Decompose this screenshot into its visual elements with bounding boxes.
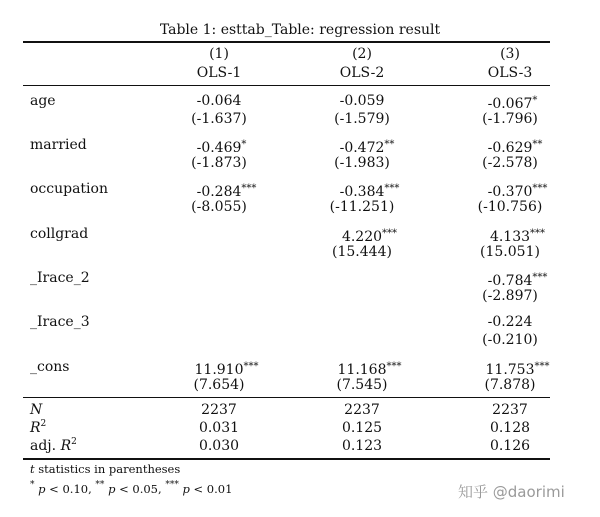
- row-label: _Irace_2: [30, 270, 90, 286]
- stat-label-n: N: [30, 402, 43, 418]
- top-rule: [23, 41, 550, 43]
- coefficient: [440, 313, 580, 331]
- header-rule: [23, 85, 550, 86]
- row-label: _Irace_3: [30, 314, 90, 330]
- bottom-rule: [23, 458, 550, 460]
- significance-stars: **: [384, 139, 395, 150]
- coefficient-value: -0.059: [339, 93, 385, 109]
- column-number: (1): [209, 46, 229, 62]
- coefficient-value: -0.384: [339, 184, 385, 200]
- significance-stars: ***: [243, 361, 259, 372]
- t-statistic: (7.654): [193, 377, 245, 393]
- model-name: OLS-3: [487, 65, 533, 81]
- significance-stars: *: [532, 95, 538, 106]
- significance-stars: ***: [384, 183, 400, 194]
- significance-stars: ***: [386, 361, 402, 372]
- significance-stars: ***: [382, 228, 398, 239]
- stat-value: 0.126: [489, 438, 531, 454]
- coefficient-value: -0.284: [196, 184, 242, 200]
- t-statistic: (-2.897): [482, 288, 538, 304]
- t-statistic: (7.878): [484, 377, 536, 393]
- stat-value: 2237: [344, 402, 380, 418]
- stat-value: 0.031: [198, 420, 240, 436]
- t-statistic: (-10.756): [477, 199, 543, 215]
- coefficient-value: -0.784: [487, 273, 533, 289]
- significance-stars: ***: [532, 272, 548, 283]
- coefficient-value: -0.224: [487, 314, 533, 330]
- significance-stars: ***: [530, 228, 546, 239]
- row-label: _cons: [30, 359, 70, 375]
- significance-stars: **: [532, 139, 543, 150]
- t-statistic: (7.545): [336, 377, 388, 393]
- stat-value: 0.128: [489, 420, 531, 436]
- coefficient-value: -0.067: [487, 96, 533, 112]
- t-statistic: (-1.873): [191, 155, 247, 171]
- t-statistic: (-0.210): [482, 332, 538, 348]
- significance-stars: *: [241, 139, 247, 150]
- model-name: OLS-1: [196, 65, 242, 81]
- t-statistic: (-1.796): [482, 111, 538, 127]
- column-number: (2): [352, 46, 372, 62]
- coefficient: [292, 92, 432, 110]
- coefficient-value: -0.064: [196, 93, 242, 109]
- stat-value: 0.125: [341, 420, 383, 436]
- stat-label-r2: $R^2$: [30, 419, 47, 436]
- column-number: (3): [500, 46, 520, 62]
- coefficient-value: -0.370: [487, 184, 533, 200]
- stat-value: 2237: [492, 402, 528, 418]
- t-statistic: (-11.251): [329, 199, 395, 215]
- significance-stars: ***: [532, 183, 548, 194]
- row-label: age: [30, 93, 56, 109]
- t-statistic: (-1.983): [334, 155, 390, 171]
- coefficient-value: -0.629: [487, 140, 533, 156]
- row-label: married: [30, 137, 87, 153]
- watermark: 知乎 @daorimi: [458, 483, 565, 501]
- t-statistic: (15.444): [332, 244, 392, 260]
- t-statistic: (-2.578): [482, 155, 538, 171]
- note-significance: * p < 0.10, ** p < 0.05, *** p < 0.01: [30, 480, 233, 496]
- row-label: occupation: [30, 181, 108, 197]
- stat-value: 0.030: [198, 438, 240, 454]
- stats-rule: [23, 397, 550, 398]
- stat-value: 2237: [201, 402, 237, 418]
- coefficient-value: -0.472: [339, 140, 385, 156]
- table-caption: Table 1: esttab_Table: regression result: [159, 22, 441, 38]
- coefficient-value: 11.753: [485, 362, 535, 378]
- t-statistic: (-1.579): [334, 111, 390, 127]
- coefficient-value: 4.220: [341, 229, 383, 245]
- coefficient-value: 11.910: [194, 362, 244, 378]
- significance-stars: ***: [534, 361, 550, 372]
- t-statistic: (-8.055): [191, 199, 247, 215]
- row-label: collgrad: [30, 226, 89, 242]
- coefficient: [149, 92, 289, 110]
- coefficient-value: 4.133: [489, 229, 531, 245]
- model-name: OLS-2: [339, 65, 385, 81]
- stat-value: 0.123: [341, 438, 383, 454]
- stat-label-adj-r2: adj. $R^2$: [30, 437, 77, 454]
- significance-stars: ***: [241, 183, 257, 194]
- coefficient-value: 11.168: [337, 362, 387, 378]
- t-statistic: (-1.637): [191, 111, 247, 127]
- t-statistic: (15.051): [480, 244, 540, 260]
- note-t-statistics: t statistics in parentheses: [30, 462, 181, 476]
- coefficient-value: -0.469: [196, 140, 242, 156]
